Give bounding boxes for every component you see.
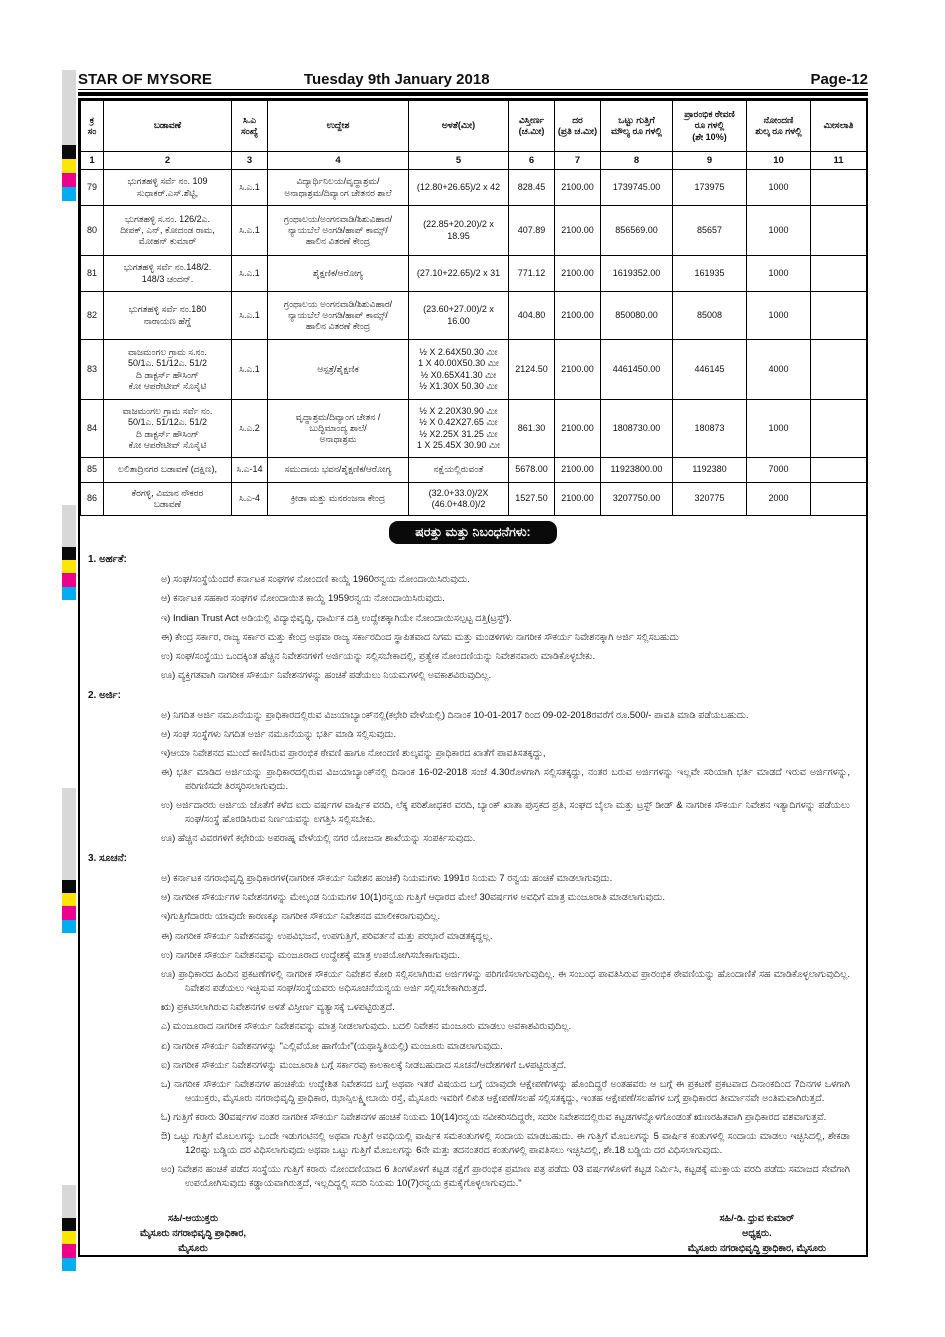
cell-purpose: ವೃದ್ಧಾಶ್ರಮ/ದಿವ್ಯಾಂಗ ಚೇತನ / ಬುದ್ಧಿಮಾಂದ್ಯ ಶಾಲೆ/ ಅನಾಥಾಶ್ರಮ bbox=[268, 400, 409, 458]
issue-date: Tuesday 9th January 2018 bbox=[303, 71, 490, 88]
cell-measure: ನಕ್ಷೆಯಲ್ಲಿರುವಂತೆ bbox=[409, 458, 509, 483]
col-header-7: ದರ (ಪ್ರತಿ ಚ.ಮೀ) bbox=[555, 101, 601, 152]
col-number-8: 8 bbox=[601, 152, 673, 170]
cell-measure: (32.0+33.0)/2X (46.0+48.0)/2 bbox=[409, 483, 509, 516]
col-number-11: 11 bbox=[811, 152, 867, 170]
col-number-4: 4 bbox=[268, 152, 409, 170]
signature-line: ಅಧ್ಯಕ್ಷರು. bbox=[742, 1227, 772, 1239]
col-header-5: ಅಳತೆ(ಮೀ) bbox=[409, 101, 509, 152]
cell-area: 407.89 bbox=[509, 206, 555, 256]
table-row bbox=[81, 483, 867, 516]
cell-purpose: ಕ್ರೀಡಾ ಮತ್ತು ಮನರಂಜನಾ ಕೇಂದ್ರ bbox=[268, 483, 409, 516]
term-item: ಈ) ಕೇಂದ್ರ ಸರ್ಕಾರ, ರಾಜ್ಯ ಸರ್ಕಾರ ಮತ್ತು ಕೇಂದ್ರ ಅಥವಾ ರಾಜ್ಯ ಸರ್ಕಾರದಿಂದ ಸ್ಥಾಪಿತವಾದ ನಿಗಮ ಮತ್ತು ಮಂಡಳಿಗಳು ನಾಗರೀಕ ಸೌಕರ್ಯ ನಿವೇಶನಕ್ಕಾಗಿ ಅರ್ಜಿ ಸಲ್ಲಿಸಬಹುದು bbox=[161, 631, 679, 643]
cell-area: 1527.50 bbox=[509, 483, 555, 516]
cell-area: 5678.00 bbox=[509, 458, 555, 483]
term-item: ಆ) ಸಂಘ ಸಂಸ್ಥೆಗಳು ನಿಗದಿತ ಅರ್ಜಿ ನಮೂನೆಯನ್ನು ಭರ್ತಿ ಮಾಡಿ ಸಲ್ಲಿಸುವುದು. bbox=[161, 728, 397, 740]
cell-rate: 2100.00 bbox=[555, 483, 601, 516]
term-item: ಆ) ಕರ್ನಾಟಕ ಸಹಕಾರ ಸಂಘಗಳ ನೋಂದಾಯಿತ ಕಾಯ್ದೆ 1959ರನ್ವಯ ನೋಂದಾಯಿಸಿರುವುದು. bbox=[161, 593, 445, 605]
term-item: ಉ) ಅರ್ಜಿದಾರರು ಅರ್ಜಿಯ ಜೊತೆಗೆ ಕಳೆದ ಐದು ವರ್ಷಗಳ ವಾರ್ಷಿಕ ವರದಿ, ಲೆಕ್ಕ ಪರಿಶೋಧಕರ ವರದಿ, ಬ್ಯಾಂಕ್ ಖಾತಾ ಪುಸ್ತಕದ ಪ್ರತಿ, ಸಂಘದ ಬೈಲಾ ಮತ್ತು ಟ್ರಸ್ಟ್ ಡೀಡ್ & ನಾಗರೀಕ ಸೌಕರ್ಯ ನಿವೇಶನ ಇತ್ಯಾದಿಗಳನ್ನು ಪಡೆಯಲು ಸಂಘ/ಸಂಸ್ಥೆ ಹೊರಡಿಸಿರುವ ನಿರ್ಣಯವನ್ನು ಲಗತ್ತಿಸಿ ಸಲ್ಲಿಸಬೇಕು. bbox=[161, 800, 850, 826]
cell-reservation bbox=[811, 292, 867, 340]
signature-left bbox=[140, 1211, 246, 1257]
col-header-1: ಕ್ರ ಸಂ bbox=[81, 101, 104, 152]
cell-reservation bbox=[811, 340, 867, 400]
cell-measure: (27.10+22.65)/2 x 31 bbox=[409, 256, 509, 292]
cell-deposit: 180873 bbox=[673, 400, 747, 458]
registration-cyan-swatch bbox=[62, 187, 76, 201]
term-item: ಋ) ಪ್ರಕಟಿಸಲಾಗಿರುವ ನಿವೇಶನಗಳ ಅಳತೆ ವಿಸ್ತೀರ್ಣ ವ್ಯತ್ಯಾಸಕ್ಕೆ ಒಳಪಟ್ಟಿರುತ್ತದೆ. bbox=[161, 1002, 395, 1014]
cell-sl: 86 bbox=[81, 483, 104, 516]
term-item: ಓ) ಗುತ್ತಿಗೆ ಕರಾರು 30ವರ್ಷಗಳ ನಂತರ ನಾಗರೀಕ ಸೌಕರ್ಯ ನಿವೇಶನಗಳ ಹಂಚಿಕೆ ನಿಯಮ 10(14)ರನ್ವಯ ನವೀಕರಿಸದಿದ್ದರೇ, ಸದರೀ ನಿವೇಶನದಲ್ಲಿರುವ ಕಟ್ಟಡಗಳನ್ನೊಳಗೊಂಡಂತೆ ಋಣರಹಿತವಾಗಿ ಪ್ರಾಧಿಕಾರದ ವಶವಾಗುತ್ತವೆ. bbox=[161, 1112, 827, 1124]
registration-yellow-swatch bbox=[62, 1231, 76, 1244]
cell-total: 850080.00 bbox=[601, 292, 673, 340]
cell-total: 4461450.00 bbox=[601, 340, 673, 400]
registration-magenta-swatch bbox=[62, 173, 76, 187]
cell-measure: (12.80+26.65)/2 x 42 bbox=[409, 170, 509, 206]
table-header-row bbox=[81, 101, 867, 152]
cell-layout: ಭುಗತಹಳ್ಳಿ ಸರ್ವೆ ನಂ. 109 ಸುಧಾಕರ್.ಎಸ್.ಶೆಟ್ಟಿ, bbox=[104, 170, 232, 206]
cell-reg_fee: 1000 bbox=[747, 206, 811, 256]
registration-magenta-swatch bbox=[62, 1244, 76, 1258]
term-item: ಅ) ಸಂಘ/ಸಂಸ್ಥೆಯೆಂದರೆ ಕರ್ನಾಟಕ ಸಂಘಗಳ ನೋಂದಣಿ ಕಾಯ್ದೆ 1960ರನ್ವಯ ನೋಂದಾಯಿಸಿರುವುದು. bbox=[161, 574, 470, 585]
cell-rate: 2100.00 bbox=[555, 292, 601, 340]
cell-measure: ½ X 2.20X30.90 ಮೀ ½ X 0.42X27.65 ಮೀ ½ X2.25X 31.25 ಮೀ 1 X 25.45X 30.90 ಮೀ bbox=[409, 400, 509, 458]
cell-area: 861.30 bbox=[509, 400, 555, 458]
col-header-3: ಸಿ.ಎ ಸಂಖ್ಯೆ bbox=[232, 101, 268, 152]
term-item: ಏ) ನಾಗರೀಕ ಸೌಕರ್ಯ ನಿವೇಶನಗಳನ್ನು "ಎಲ್ಲಿವೆಯೋ ಹಾಗೆಯೇ"(ಯಥಾಸ್ಥಿತಿಯಲ್ಲಿ) ಮಂಜೂರು ಮಾಡಲಾಗುವುದು. bbox=[161, 1040, 503, 1052]
term-item: ಎ) ಮಂಜೂರಾದ ನಾಗರೀಕ ಸೌಕರ್ಯ ನಿವೇಶನವನ್ನು ಮಾತ್ರ ನೀಡಲಾಗುವುದು. ಬದಲಿ ನಿವೇಶನ ಮಂಜೂರು ಮಾಡಲು ಅವಕಾಶವಿರುವುದಿಲ್ಲ. bbox=[161, 1021, 572, 1033]
term-item: ಒ) ನಾಗರೀಕ ಸೌಕರ್ಯ ನಿವೇಶನಗಳ ಹಂಚಿಕೆಯ ಉದ್ದೇಶಿತ ನಿವೇಶನದ ಬಗ್ಗೆ ಅಥವಾ ಇತರೆ ವಿಷಯದ ಬಗ್ಗೆ ಯಾವುದೇ ಆಕ್ಷೇಪಣೆಗಳನ್ನು ಹೊಂದಿದ್ದರೆ ಅಂತಹವರು ಆ ಬಗ್ಗೆ ಈ ಪ್ರಕಟಣೆ ಪ್ರಕಟವಾದ ದಿನಾಂಕದಿಂದ 7ದಿನಗಳ ಒಳಗಾಗಿ ಆಯುಕ್ತರು, ಮೈಸೂರು ನಗರಾಭಿವೃದ್ಧಿ ಪ್ರಾಧಿಕಾರ, ಝಾನ್ಸಿಲಕ್ಷ್ಮೀಬಾಯಿ ರಸ್ತೆ, ಮೈಸೂರು ಇವರಿಗೆ ಲಿಖಿತ ಆಕ್ಷೇಪಣೆ/ಸಲಹೆ ಸಲ್ಲಿಸತಕ್ಕದ್ದು, ಇಂತಹ ಆಕ್ಷೇಪಣೆ/ಸಲಹೆಗಳ ಬಗ್ಗೆ ಪ್ರಾಧಿಕಾರದ ತೀರ್ಮಾನವೇ ಅಂತಿಮವಾಗಿರುತ್ತದೆ. bbox=[161, 1079, 850, 1104]
cell-ca: ಸಿ.ಎ-14 bbox=[232, 458, 268, 483]
col-header-6: ವಿಸ್ತೀರ್ಣ (ಚ.ಮೀ) bbox=[509, 101, 555, 152]
cell-area: 828.45 bbox=[509, 170, 555, 206]
cell-reservation bbox=[811, 256, 867, 292]
cell-reg_fee: 4000 bbox=[747, 340, 811, 400]
cell-reg_fee: 1000 bbox=[747, 256, 811, 292]
term-item: ಊ) ಪ್ರಾಧಿಕಾರದ ಹಿಂದಿನ ಪ್ರಕಟಣೆಗಳಲ್ಲಿ ನಾಗರೀಕ ಸೌಕರ್ಯ ನಿವೇಶನ ಕೋರಿ ಸಲ್ಲಿಸಲಾಗಿರುವ ಅರ್ಜಿಗಳನ್ನು ಪರಿಗಣಿಸಲಾಗುವುದಿಲ್ಲ. ಈ ಸಂಬಂಧ ಪಾವತಿಸಿರುವ ಪ್ರಾರಂಭಿಕ ಠೇವಣಿಯನ್ನು ಹೊಂದಾಣಿಕೆ ಸಹ ಮಾಡಿಕೊಳ್ಳಲಾಗುವುದಿಲ್ಲ. ನಿವೇಶನ ಪಡೆಯಲು ಇಚ್ಛಿಸುವ ಸಂಘ/ಸಂಸ್ಥೆಯವರು ಅಧಿಸೂಚನೆಯನ್ವಯ ಅರ್ಜಿ ಸಲ್ಲಿಸಬೇಕಾಗಿರುತ್ತದೆ. bbox=[161, 969, 850, 994]
cell-rate: 2100.00 bbox=[555, 458, 601, 483]
term-item: ಇ) Indian Trust Act ಅಡಿಯಲ್ಲಿ ವಿದ್ಯಾಭಿವೃದ್ಧಿ, ಧಾರ್ಮಿಕ ದತ್ತಿ ಉದ್ದೇಶಕ್ಕಾಗಿಯೇ ನೋಂದಾಯಿಸಲ್ಪಟ್ಟ ದತ್ತಿ(ಟ್ರಸ್ಟ್). bbox=[161, 612, 512, 624]
term-item: ಐ) ನಾಗರೀಕ ಸೌಕರ್ಯ ನಿವೇಶನಗಳನ್ನು ಮಂಜೂರಾತಿ ಬಗ್ಗೆ ಸರ್ಕಾರವು ಕಾಲಕಾಲಕ್ಕೆ ನೀಡಬಹುದಾದ ಸೂಚನೆ/ಆದೇಶಗಳಿಗೆ ಒಳಪಟ್ಟಿರುತ್ತದೆ. bbox=[161, 1059, 567, 1071]
cell-deposit: 173975 bbox=[673, 170, 747, 206]
term-item: ಇ)ಆಯಾ ನಿವೇಶನದ ಮುಂದೆ ಕಾಣಿಸಿರುವ ಪ್ರಾರಂಭಿಕ ಠೇವಣಿ ಹಾಗೂ ನೋಂದಣಿ ಶುಲ್ಕವನ್ನು ಪ್ರಾಧಿಕಾರದ ಖಾತೆಗೆ ಪಾವತಿಸತಕ್ಕದ್ದು, bbox=[161, 748, 546, 760]
term-item: ಊ) ವ್ಯಕ್ತಿಗತವಾಗಿ ನಾಗರೀಕ ಸೌಕರ್ಯ ನಿವೇಶನಗಳನ್ನು ಹಂಚಿಕೆ ಪಡೆಯಲು ನಿಯಮಗಳಲ್ಲಿ ಅವಕಾಶವಿರುವುದಿಲ್ಲ. bbox=[161, 670, 492, 682]
cell-total: 1808730.00 bbox=[601, 400, 673, 458]
col-header-2: ಬಡಾವಣೆ bbox=[104, 101, 232, 152]
cell-sl: 81 bbox=[81, 256, 104, 292]
cell-deposit: 446145 bbox=[673, 340, 747, 400]
term-item: ಔ) ಒಟ್ಟು ಗುತ್ತಿಗೆ ಮೊಬಲಗನ್ನು ಒಂದೇ ಇಡುಗಂಟಿನಲ್ಲಿ ಅಥವಾ ಗುತ್ತಿಗೆ ಅವಧಿಯಲ್ಲಿ ವಾರ್ಷಿಕ ಸಮಕಂತುಗಳಲ್ಲಿ ಸಂದಾಯ ಮಾಡಬಹುದು. ಈ ಗುತ್ತಿಗೆ ಮೊಬಲಗನ್ನು 5 ವಾರ್ಷಿಕ ಕಂತುಗಳಲ್ಲಿ ಸಂದಾಯ ಮಾಡಲು ಇಚ್ಛಿಸಿದಲ್ಲಿ, ಶೇಕಡಾ 12ರಷ್ಟು ಬಡ್ಡಿಯ ದರ ವಿಧಿಸಲಾಗುವುದು ಅಥವಾ ಒಟ್ಟು ಗುತ್ತಿಗೆ ಮೊಬಲಗನ್ನು 6ನೇ ಮತ್ತು ತದನಂತರದ ಕಂತುಗಳಲ್ಲಿ ಪಾವತಿಸಲು ಇಚ್ಛಿಸಿದಲ್ಲಿ, ಶೇ.18 ಬಡ್ಡಿಯ ದರ ವಿಧಿಸಲಾಗುವುದು. bbox=[161, 1131, 850, 1157]
registration-yellow-swatch bbox=[62, 159, 76, 173]
term-item: ಈ) ಭರ್ತಿ ಮಾಡಿದ ಅರ್ಜಿಯನ್ನು ಪ್ರಾಧಿಕಾರದಲ್ಲಿರುವ ವಿಜಯಾಬ್ಯಾಂಕ್‌ನಲ್ಲಿ ದಿನಾಂಕ 16-02-2018 ಸಂಜೆ 4.30ರೊಳಗಾಗಿ ಸಲ್ಲಿಸತಕ್ಕದ್ದು, ನಂತರ ಬರುವ ಅರ್ಜಿಗಳನ್ನು ಇಲ್ಲವೇ ಸರಿಯಾಗಿ ಭರ್ತಿ ಮಾಡದೆ ಇರುವ ಅರ್ಜಿಗಳನ್ನು, ಪರಿಗಣಿಸದೇ ತಿರಸ್ಕರಿಸಲಾಗುವುದು. bbox=[161, 767, 850, 793]
registration-black-swatch bbox=[62, 145, 76, 159]
cell-rate: 2100.00 bbox=[555, 256, 601, 292]
term-item: ಅ) ನಿಗದಿತ ಅರ್ಜಿ ನಮೂನೆಯನ್ನು ಪ್ರಾಧಿಕಾರದಲ್ಲಿರುವ ವಿಜಯಾಬ್ಯಾಂಕ್‌ನಲ್ಲಿ(ಕಛೇರಿ ವೇಳೆಯಲ್ಲಿ) ದಿನಾಂಕ 10-01-2017 ರಿಂದ 09-02-2018ರವರೆಗೆ ರೂ.500/- ಪಾವತಿ ಮಾಡಿ ಪಡೆಯಬಹುದು. bbox=[161, 709, 749, 721]
cell-purpose: ಗ್ರಂಥಾಲಯ ಅಂಗನವಾಡಿ/ಶಿಶುವಿಹಾರ/ ನ್ಯಾಯಬೆಲೆ ಅಂಗಡಿ/ಹಾಪ್ ಕಾಮ್ಸ್/ ಹಾಲಿನ ವಿತರಣೆ ಕೇಂದ್ರ bbox=[268, 292, 409, 340]
cell-ca: ಸಿ.ಎ-4 bbox=[232, 483, 268, 516]
cell-rate: 2100.00 bbox=[555, 400, 601, 458]
masthead-rule-thick bbox=[78, 92, 868, 96]
cell-purpose: ಶೈಕ್ಷಣಿಕ/ಆರೋಗ್ಯ bbox=[268, 256, 409, 292]
registration-black-swatch bbox=[62, 880, 76, 893]
notice-frame bbox=[78, 98, 868, 1257]
signature-right bbox=[688, 1211, 826, 1257]
terms-badge-wrap bbox=[80, 521, 866, 544]
cell-deposit: 161935 bbox=[673, 256, 747, 292]
cell-ca: ಸಿ.ಎ.1 bbox=[232, 292, 268, 340]
cell-sl: 83 bbox=[81, 340, 104, 400]
cell-measure: (22.85+20.20)/2 x 18.95 bbox=[409, 206, 509, 256]
table-row bbox=[81, 340, 867, 400]
registration-gray-bar bbox=[62, 70, 76, 145]
registration-gray-bar bbox=[62, 505, 76, 547]
term-item: ಇ)ಗುತ್ತಿಗೆದಾರರು ಯಾವುದೇ ಕಾರಣಕ್ಕೂ ನಾಗರೀಕ ಸೌಕರ್ಯ ನಿವೇಶನದ ಮಾಲೀಕರಾಗುವುದಿಲ್ಲ. bbox=[161, 911, 441, 923]
cell-purpose: ಆಸ್ಪತ್ರೆ/ಶೈಕ್ಷಣಿಕ bbox=[268, 340, 409, 400]
paper-title: STAR OF MYSORE bbox=[78, 71, 212, 88]
cell-reservation bbox=[811, 400, 867, 458]
col-header-11: ಮೀಸಲಾತಿ bbox=[811, 101, 867, 152]
term-item: ಊ) ಹೆಚ್ಚಿನ ವಿವರಗಳಿಗೆ ಕಛೇರಿಯ ಅಪರಾಹ್ನ ವೇಳೆಯಲ್ಲಿ ನಗರ ಯೋಜನಾ ಶಾಖೆಯನ್ನು ಸಂಪರ್ಕಿಸುವುದು. bbox=[161, 833, 476, 845]
cell-reg_fee: 7000 bbox=[747, 458, 811, 483]
term-item: ಅಂ) ನಿವೇಶನ ಹಂಚಿಕೆ ಪಡೆದ ಸಂಸ್ಥೆಯು ಗುತ್ತಿಗೆ ಕರಾರು ನೋಂದಣಿಯಾದ 6 ತಿಂಗಳೊಳಗೆ ಕಟ್ಟಡ ನಕ್ಷೆಗೆ ಪ್ರಾರಂಭಿಕ ಪ್ರಮಾಣ ಪತ್ರ ಪಡೆದು 03 ವರ್ಷಗಳೊಳಗೆ ಕಟ್ಟಡ ನಿರ್ಮಿಸಿ, ಕಟ್ಟಡಕ್ಕೆ ಮುಕ್ತಾಯ ವರದಿ ಪಡೆದು ಸಮಾಜದ ಸೇವೆಗಾಗಿ ಉಪಯೋಗಿಸುವುದು ಕಡ್ಡಾಯವಾಗಿರುತ್ತದೆ, ಇಲ್ಲದಿದ್ದಲ್ಲಿ ಸದರಿ ನಿಯಮ 10(7)ರನ್ವಯ ಕ್ರಮಕೈಗೊಳ್ಳಲಾಗುವುದು." bbox=[161, 1164, 850, 1190]
col-number-2: 2 bbox=[104, 152, 232, 170]
col-header-8: ಒಟ್ಟು ಗುತ್ತಿಗೆ ಮೌಲ್ಯ ರೂ ಗಳಲ್ಲಿ bbox=[601, 101, 673, 152]
cell-reservation bbox=[811, 483, 867, 516]
term-item: ಉ) ನಾಗರೀಕ ಸೌಕರ್ಯ ನಿವೇಶನವನ್ನು ಮಂಜೂರಾದ ಉದ್ದೇಶಕ್ಕೆ ಮಾತ್ರ ಉಪಯೋಗಿಸಬೇಕಾಗುವುದು. bbox=[161, 949, 461, 961]
cell-rate: 2100.00 bbox=[555, 170, 601, 206]
cell-layout: ಭುಗತಹಳ್ಳಿ ಸರ್ವೆ ನಂ.180 ನಾರಾಯಣ ಹೆಗ್ಡೆ bbox=[104, 292, 232, 340]
col-number-1: 1 bbox=[81, 152, 104, 170]
plots-table bbox=[80, 100, 867, 516]
cell-deposit: 1192380 bbox=[673, 458, 747, 483]
cell-purpose: ವಿದ್ಯಾರ್ಥಿನಿಲಯ/ವೃದ್ಧಾಶ್ರಮ/ ಅನಾಥಾಶ್ರಮ/ದಿವ್ಯಾಂಗ ಚೇತನರ ಶಾಲೆ bbox=[268, 170, 409, 206]
signature-line: ಸಹಿ/-ಆಯುಕ್ತರು bbox=[168, 1212, 218, 1224]
cell-rate: 2100.00 bbox=[555, 206, 601, 256]
page-number: Page-12 bbox=[810, 71, 868, 88]
cell-total: 3207750.00 bbox=[601, 483, 673, 516]
table-row bbox=[81, 458, 867, 483]
table-row bbox=[81, 292, 867, 340]
terms-and-conditions bbox=[80, 546, 866, 1191]
cell-reg_fee: 2000 bbox=[747, 483, 811, 516]
registration-black-swatch bbox=[62, 1218, 76, 1231]
table-row bbox=[81, 256, 867, 292]
cell-area: 2124.50 bbox=[509, 340, 555, 400]
cell-rate: 2100.00 bbox=[555, 340, 601, 400]
cell-purpose: ಗ್ರಂಥಾಲಯ/ಅಂಗನವಾಡಿ/ಶಿಶುವಿಹಾರ/ ನ್ಯಾಯಬೆಲೆ ಅಂಗಡಿ/ಹಾಪ್ ಕಾಮ್ಸ್/ ಹಾಲಿನ ವಿತರಣೆ ಕೇಂದ್ರ bbox=[268, 206, 409, 256]
col-header-4: ಉದ್ದೇಶ bbox=[268, 101, 409, 152]
section-title-1: 1. ಅರ್ಹತೆ: bbox=[88, 554, 127, 565]
cell-layout: ವಾಜಮಂಗಲ ಗ್ರಾಮ ಸರ್ವೆ ನಂ. 50/1ಎ. 51/12ಎ. 51/2 ದಿ ಡಾಕ್ಟರ್ಸ್ ಹೌಸಿಂಗ್ ಕೋ ಆಪರೇಟೀವ್ ಸೊಸೈಟಿ bbox=[104, 400, 232, 458]
term-item: ಈ) ನಾಗರೀಕ ಸೌಕರ್ಯ ನಿವೇಶನವನ್ನು ಉಪವಿಭಜನೆ, ಉಪಗುತ್ತಿಗೆ, ಪರಿವರ್ತನೆ ಮತ್ತು ಪರಭಾರೆ ಮಾಡತಕ್ಕದ್ದಲ್ಲ. bbox=[161, 930, 493, 942]
terms-badge: ಷರತ್ತು ಮತ್ತು ನಿಬಂಧನೆಗಳು: bbox=[389, 521, 556, 544]
cell-total: 1619352.00 bbox=[601, 256, 673, 292]
cell-ca: ಸಿ.ಎ.2 bbox=[232, 400, 268, 458]
table-row bbox=[81, 170, 867, 206]
cell-reservation bbox=[811, 170, 867, 206]
signature-area bbox=[80, 1197, 866, 1257]
cell-total: 11923800.00 bbox=[601, 458, 673, 483]
cell-layout: ಭುಗತಹಳ್ಳಿ ಸ.ನಂ. 126/2ಎ. ದೀಪಕ್, ಎನ್, ಕೋದಂಡ ರಾಮ, ಮೋಹನ್ ಕುಮಾರ್ bbox=[104, 206, 232, 256]
column-number-row bbox=[81, 152, 867, 170]
col-number-9: 9 bbox=[673, 152, 747, 170]
cell-area: 404.80 bbox=[509, 292, 555, 340]
term-item: ಅ) ಕರ್ನಾಟಕ ನಗರಾಭಿವೃದ್ಧಿ ಪ್ರಾಧಿಕಾರಗಳ(ನಾಗರೀಕ ಸೌಕರ್ಯ ನಿವೇಶನ ಹಂಚಿಕೆ) ನಿಯಮಗಳು 1991ರ ನಿಯಮ 7 ರನ್ವಯ ಹಂಚಿಕೆ ಮಾಡಲಾಗುವುದು. bbox=[161, 872, 613, 884]
cell-sl: 82 bbox=[81, 292, 104, 340]
cell-reservation bbox=[811, 206, 867, 256]
cell-reg_fee: 1000 bbox=[747, 400, 811, 458]
cell-total: 1739745.00 bbox=[601, 170, 673, 206]
col-number-10: 10 bbox=[747, 152, 811, 170]
signature-line: ಮೈಸೂರು ನಗರಾಭಿವೃದ್ಧಿ ಪ್ರಾಧಿಕಾರ, ಮೈಸೂರು bbox=[687, 1242, 826, 1254]
col-number-5: 5 bbox=[409, 152, 509, 170]
cell-ca: ಸಿ.ಎ.1 bbox=[232, 170, 268, 206]
cell-sl: 85 bbox=[81, 458, 104, 483]
registration-magenta-swatch bbox=[62, 906, 76, 920]
registration-magenta-swatch bbox=[62, 573, 76, 587]
registration-cyan-swatch bbox=[62, 920, 76, 933]
signature-line: ಮೈಸೂರು ನಗರಾಭಿವೃದ್ಧಿ ಪ್ರಾಧಿಕಾರ, bbox=[140, 1227, 247, 1239]
cell-reservation bbox=[811, 458, 867, 483]
cell-sl: 84 bbox=[81, 400, 104, 458]
section-title-3: 3. ಸೂಚನೆ: bbox=[88, 852, 127, 864]
table-body bbox=[81, 170, 867, 516]
term-item: ಆ) ನಾಗರೀಕ ಸೌಕರ್ಯಗಳ ನಿವೇಶನಗಳನ್ನು ಮೇಲ್ಕಂಡ ನಿಯಮಗಳ 10(1)ರನ್ವಯ ಗುತ್ತಿಗೆ ಆಧಾರದ ಮೇಲೆ 30ವರ್ಷಗಳ ಅವಧಿಗೆ ಮಾತ್ರ ಮಂಜೂರಾತಿ ಮಾಡಲಾಗುವುದು. bbox=[161, 891, 665, 903]
table-row bbox=[81, 400, 867, 458]
registration-yellow-swatch bbox=[62, 893, 76, 906]
cell-deposit: 85008 bbox=[673, 292, 747, 340]
registration-gray-bar bbox=[62, 788, 76, 880]
cell-reg_fee: 1000 bbox=[747, 292, 811, 340]
registration-cyan-swatch bbox=[62, 587, 76, 600]
cell-measure: (23.60+27.00)/2 x 16.00 bbox=[409, 292, 509, 340]
signature-line: ಸಹಿ/-ಡಿ. ಧ್ರುವ ಕುಮಾರ್ bbox=[719, 1212, 795, 1224]
registration-yellow-swatch bbox=[62, 560, 76, 573]
cell-ca: ಸಿ.ಎ.1 bbox=[232, 340, 268, 400]
col-number-7: 7 bbox=[555, 152, 601, 170]
masthead bbox=[78, 66, 868, 88]
registration-black-swatch bbox=[62, 547, 76, 560]
col-header-9: ಪ್ರಾರಂಭಿಕ ಠೇವಣಿ ರೂ ಗಳಲ್ಲಿ (ಶೇ 10%) bbox=[673, 101, 747, 152]
cell-layout: ಲಲಿತಾದ್ರಿನಗರ ಬಡಾವಣೆ (ದಕ್ಷಿಣ), bbox=[104, 458, 232, 483]
term-item: ಉ) ಸಂಘ/ಸಂಸ್ಥೆಯು ಒಂದಕ್ಕಿಂತ ಹೆಚ್ಚಿನ ನಿವೇಶನಗಳಿಗೆ ಅರ್ಜಿಯನ್ನು ಸಲ್ಲಿಸಬೇಕಾದಲ್ಲಿ, ಪ್ರತ್ಯೇಕ ನೋಂದಣಿಯನ್ನು ನಿವೇಶನವಾರು ಮಾಡಿಕೊಳ್ಳಬೇಕು. bbox=[161, 651, 596, 663]
cell-measure: ½ X 2.64X50.30 ಮೀ 1 X 40.00X50.30 ಮೀ ½ X0.65X41.30 ಮೀ ½ X1.30X 50.30 ಮೀ bbox=[409, 340, 509, 400]
masthead-rule-thin bbox=[78, 89, 868, 90]
col-header-10: ನೋಂದಣಿ ಶುಲ್ಕ ರೂ ಗಳಲ್ಲಿ bbox=[747, 101, 811, 152]
cell-layout: ಕೆರಗಳ್ಳಿ, ವಿಮಾನ ನೌಕರರ ಬಡಾವಣೆ bbox=[104, 483, 232, 516]
cell-ca: ಸಿ.ಎ.1 bbox=[232, 256, 268, 292]
cell-sl: 79 bbox=[81, 170, 104, 206]
cell-area: 771.12 bbox=[509, 256, 555, 292]
cell-total: 856569.00 bbox=[601, 206, 673, 256]
cell-deposit: 85657 bbox=[673, 206, 747, 256]
cell-reg_fee: 1000 bbox=[747, 170, 811, 206]
table-row bbox=[81, 206, 867, 256]
cell-deposit: 320775 bbox=[673, 483, 747, 516]
section-title-2: 2. ಅರ್ಜಿ: bbox=[88, 689, 121, 701]
col-number-6: 6 bbox=[509, 152, 555, 170]
col-number-3: 3 bbox=[232, 152, 268, 170]
cell-layout: ಭುಗತಹಳ್ಳಿ ಸರ್ವೆ ನಂ.148/2. 148/3 ಚಂದನ್. bbox=[104, 256, 232, 292]
cell-purpose: ಸಮುದಾಯ ಭವನ/ಶೈಕ್ಷಣಿಕ/ಆರೋಗ್ಯ bbox=[268, 458, 409, 483]
cell-sl: 80 bbox=[81, 206, 104, 256]
registration-gray-bar bbox=[62, 1185, 76, 1218]
cell-layout: ವಾಜಮಂಗಲ ಗ್ರಾಮ ಸ.ನಂ. 50/1ಎ. 51/12ಎ. 51/2 ದಿ ಡಾಕ್ಟರ್ಸ್ ಹೌಸಿಂಗ್ ಕೋ ಆಪರೇಟೀವ್ ಸೊಸೈಟಿ bbox=[104, 340, 232, 400]
signature-line: ಮೈಸೂರು bbox=[178, 1242, 208, 1254]
cell-ca: ಸಿ.ಎ.1 bbox=[232, 206, 268, 256]
registration-cyan-swatch bbox=[62, 1258, 76, 1271]
